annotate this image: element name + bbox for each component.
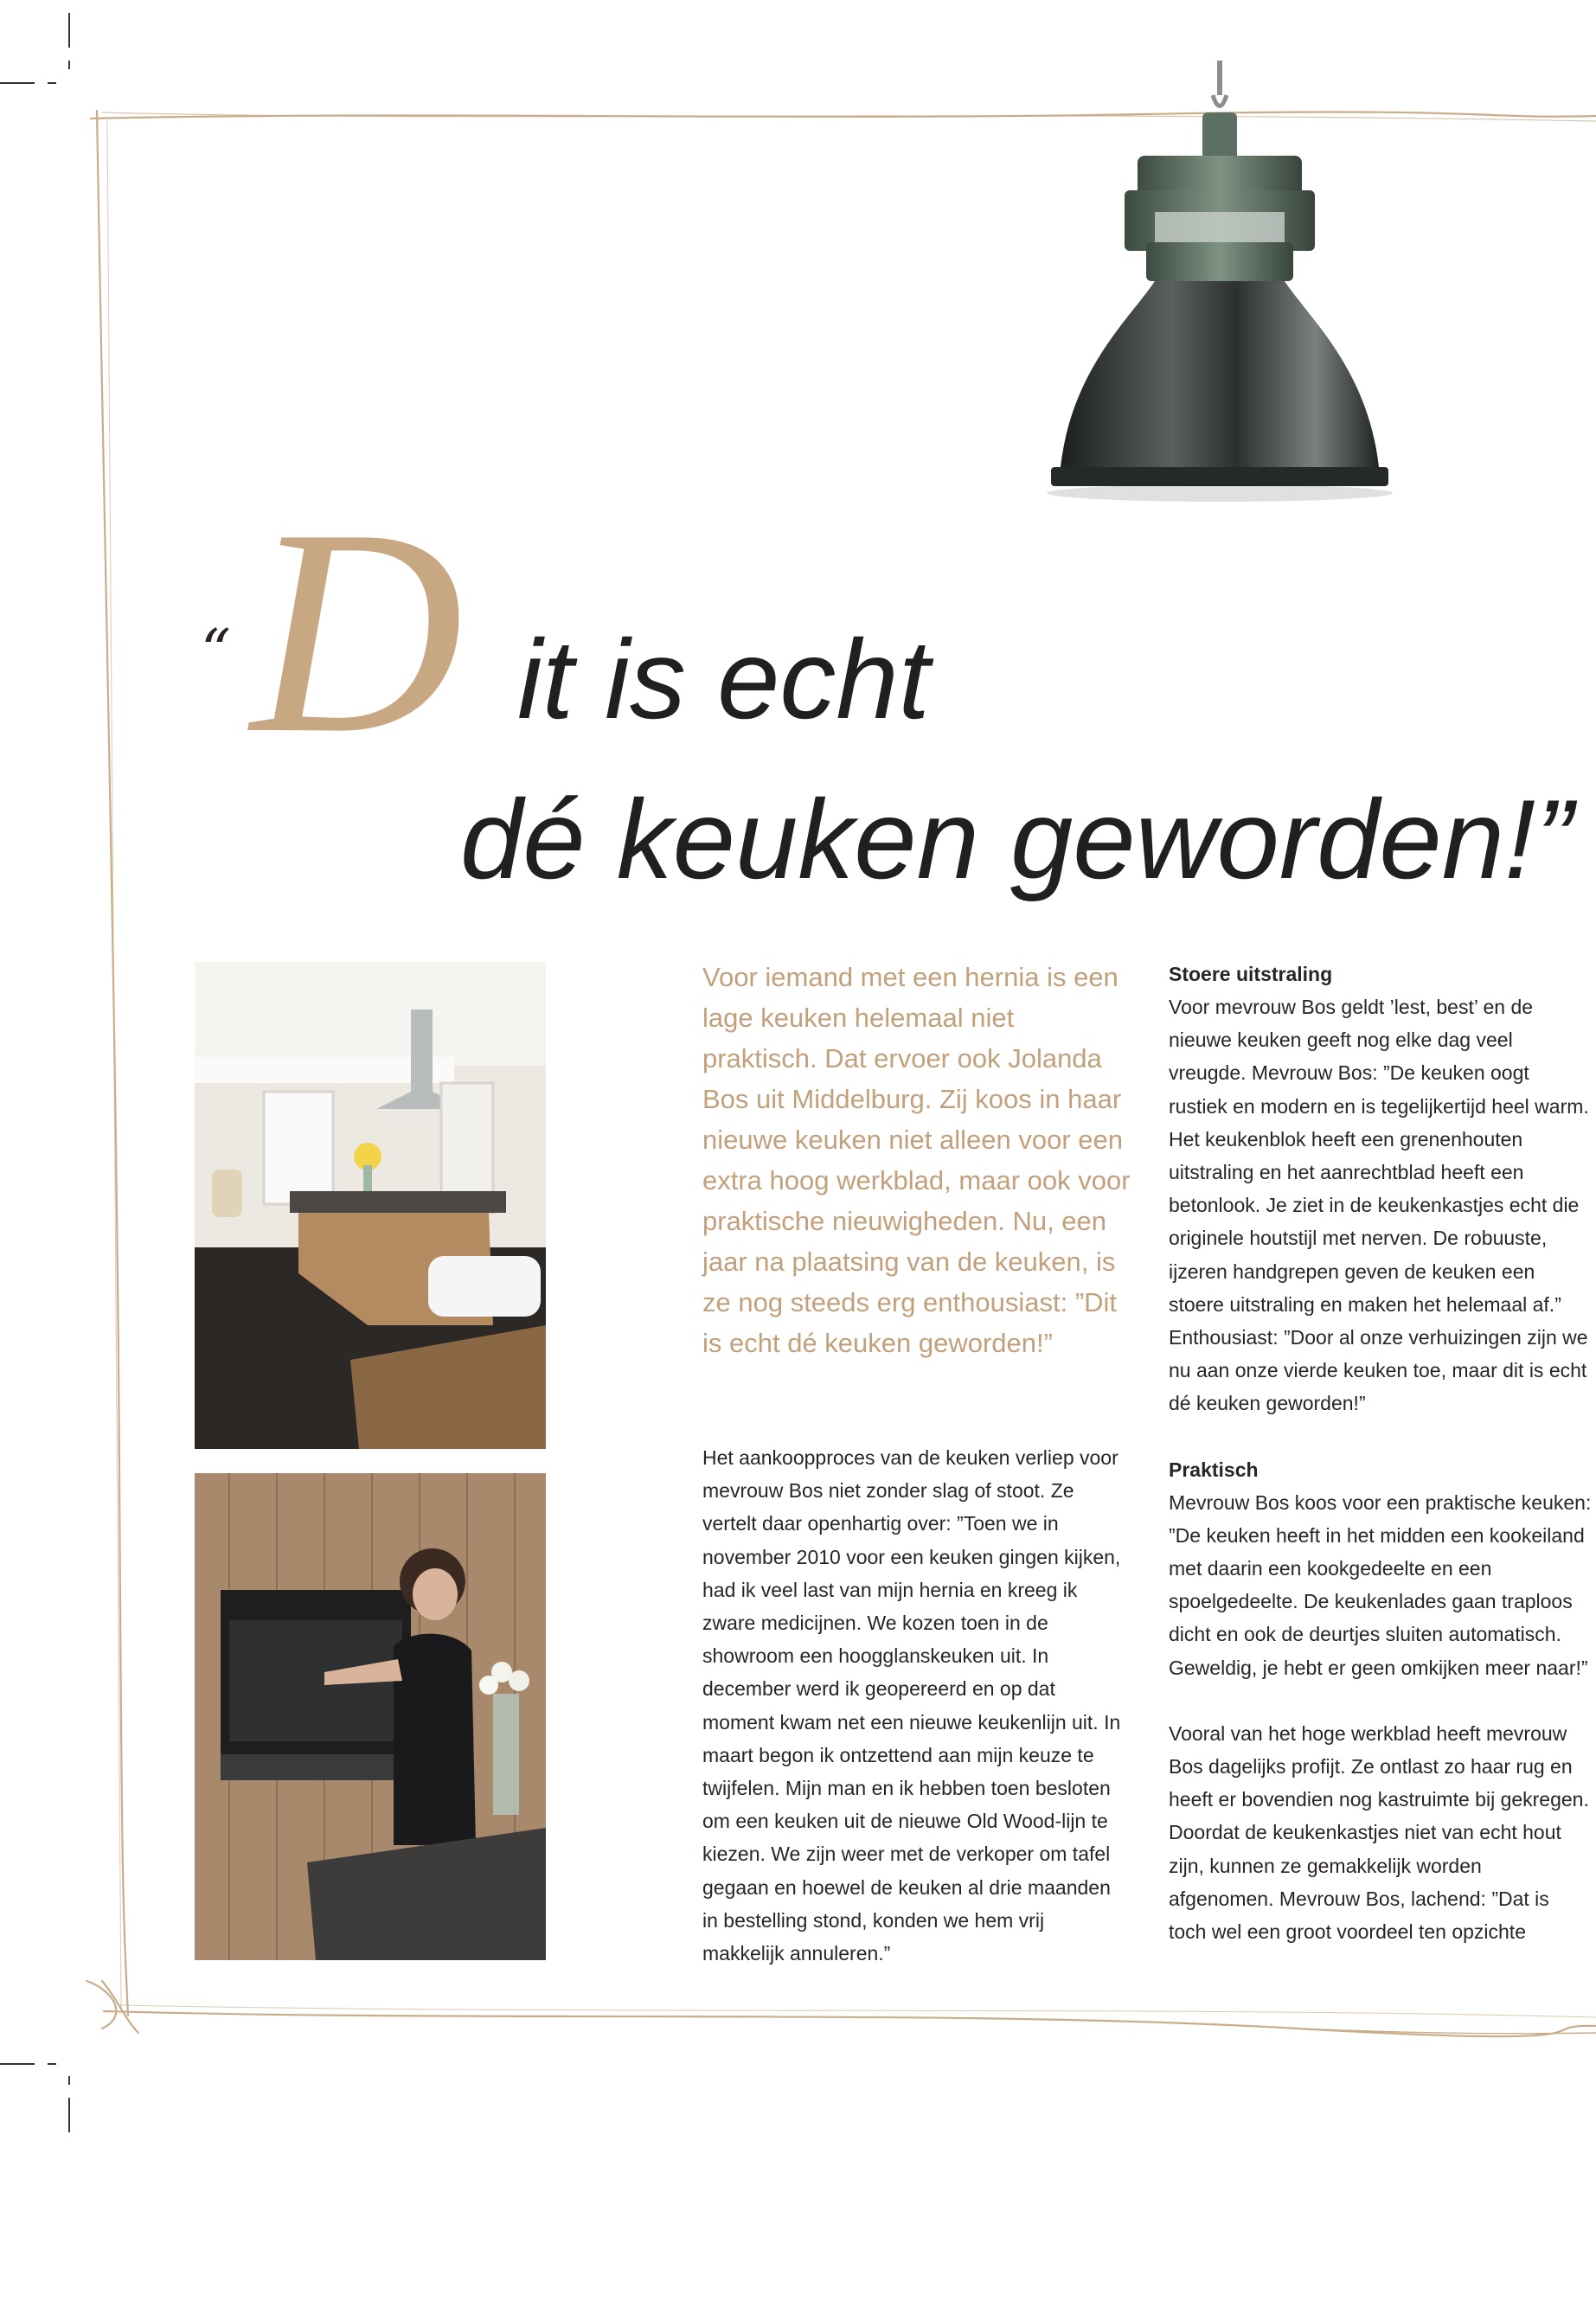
oven-photo xyxy=(195,1473,546,1960)
pendant-lamp-image xyxy=(1025,61,1414,528)
drop-cap: D xyxy=(251,468,464,794)
article-column-2 xyxy=(702,1441,1131,1970)
lead-paragraph: Voor iemand met een hernia is een lage keuken helemaal niet praktisch. Dat ervoer ook Jolanda Bos uit Middelburg. Zij koos in haar nieuwe keuken niet alleen voor een extra hoog werkblad, maar ook voor praktische nieuwigheden. Nu, een jaar na plaatsing van de keuken, is ze nog steeds erg enthousiast: ”Dit is echt dé keuken geworden!” xyxy=(702,962,1131,1358)
headline-line-2: dé keuken geworden!” xyxy=(460,776,1574,902)
body-paragraph: Mevrouw Bos koos voor een praktische keuken: ”De keuken heeft in het midden een kookeiland met daarin een kookgedeelte en een spoelgedeelte. De keukenlades gaan traploos dicht en ook de deurtjes sluiten automatisch. Geweldig, je hebt er geen omkijken meer naar!” xyxy=(1169,1490,1592,1679)
body-paragraph: Voor mevrouw Bos geldt ’lest, best’ en de nieuwe keuken geeft nog elke dag veel vreugde. Mevrouw Bos: ”De keuken oogt rustiek en modern en is tegelijkertijd heel warm. Het keukenblok heeft een grenenhouten uitstraling en het aanrechtblad heeft een betonlook. Je ziet in de keukenkastjes echt die originele houtstijl met nerven. De robuuste, ijzeren handgrepen geven de keuken een stoere uitstraling en maken het helemaal af.” Enthousiast: ”Door al onze verhuizingen zijn we nu aan onze vierde keuken toe, maar dit is echt dé keuken geworden!” xyxy=(1169,996,1589,1415)
headline-line-1: it is echt xyxy=(517,616,930,742)
body-paragraph: Vooral van het hoge werkblad heeft mevrouw Bos dagelijks profijt. Ze ontlast zo haar rug en heeft er bovendien nog kastruimte bij gekregen. Doordat de keukenkastjes niet van echt hout zijn, kunnen ze gemakkelijk worden afgenomen. Mevrouw Bos, lachend: ”Dat is toch wel een groot voordeel ten opzichte xyxy=(1169,1721,1589,1944)
section-heading: Stoere uitstraling xyxy=(1169,963,1333,985)
open-quote: “ xyxy=(201,618,231,686)
section-heading: Praktisch xyxy=(1169,1458,1259,1481)
article-column-3 xyxy=(1169,958,1592,1948)
kitchen-photo xyxy=(195,962,546,1449)
body-paragraph: Het aankoopproces van de keuken verliep voor mevrouw Bos niet zonder slag of stoot. Ze vertelt daar openhartig over: ”Toen we in november 2010 voor een keuken gingen kijken, had ik veel last van mijn hernia en kreeg ik zware medicijnen. We kozen toen in de showroom een hoogglanskeuken uit. In december werd ik geopereerd en op dat moment kwam net een nieuwe keukenlijn uit. In maart begon ik ontzettend aan mijn keuze te twijfelen. Mijn man en ik hebben toen besloten om een keuken uit de nieuwe Old Wood-lijn te kiezen. We zijn weer met de verkoper om tafel gegaan en hoewel de keuken al drie maanden in bestelling stond, konden we hem vrij makkelijk annuleren.” xyxy=(702,1446,1121,1965)
